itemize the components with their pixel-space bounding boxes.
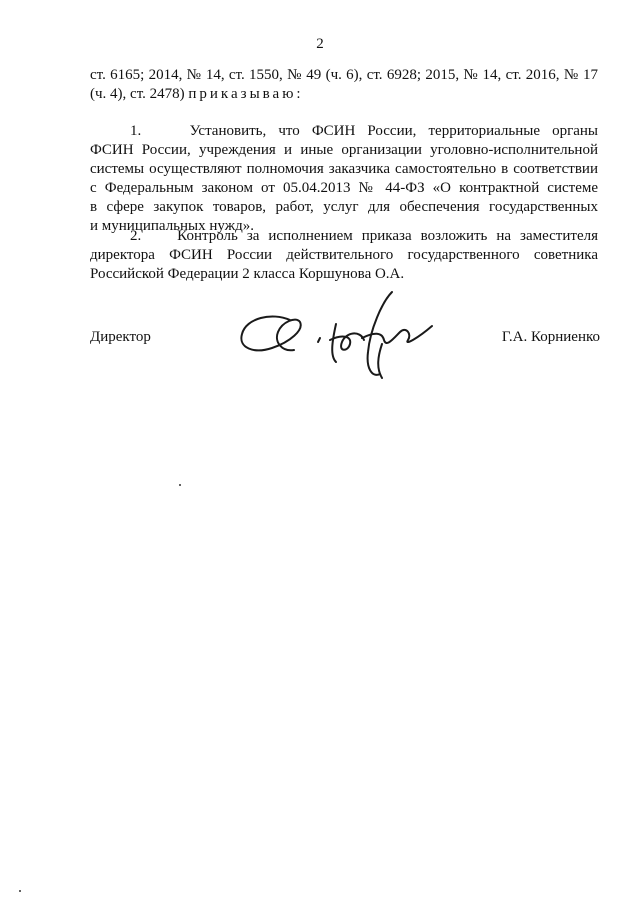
item-2-line-3: Российской Федерации 2 класса Коршунова О.А. [90,266,405,282]
decree-word: приказываю: [188,86,304,102]
signature-stroke-6 [378,344,382,378]
intro-line-2 [90,85,598,104]
order-item-1 [90,122,598,236]
signature-stroke-1 [241,316,300,350]
item-1-line-1: 1. Установить, что ФСИН России, территориальные органы [130,123,598,139]
signature-stroke-3 [330,333,364,349]
intro-line-1: ст. 6165; 2014, № 14, ст. 1550, № 49 (ч. 6), ст. 6928; 2015, № 14, ст. 2016, № 17 [90,67,598,83]
intro-line-2-text: (ч. 4), ст. 2478) [90,86,189,102]
signature-stroke-2 [332,324,336,362]
scan-speck [179,484,181,486]
item-1-line-4: с Федеральным законом от 05.04.2013 № 44-ФЗ «О контрактной системе [90,180,598,196]
item-1-line-6: и муниципальных нужд». [90,218,254,234]
item-2-line-2: директора ФСИН России действительного государственного советника [90,247,598,263]
item-2-line-1: 2. Контроль за исполнением приказа возложить на заместителя [130,228,598,244]
item-1-line-3: системы осуществляют полномочия заказчика самостоятельно в соответствии [90,161,598,177]
order-item-2 [90,227,598,284]
page-number: 2 [316,36,324,52]
scan-speck [19,890,21,892]
intro-paragraph [90,66,598,104]
handwritten-signature [232,282,442,382]
item-1-line-5: в сфере закупок товаров, работ, услуг для обеспечения государственных [90,199,598,215]
signer-name: Г.А. Корниенко [501,329,600,345]
item-1-line-2: ФСИН России, учреждения и иные организации уголовно-исполнительной [90,142,598,158]
signature-dot [318,338,320,342]
signer-title: Директор [90,329,151,345]
